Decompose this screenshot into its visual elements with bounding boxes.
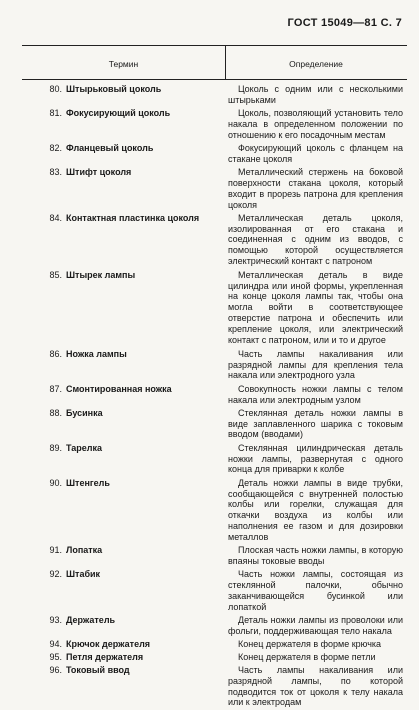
definition-cell: Стеклянная цилиндрическая деталь ножки лампы, развернутая с одного конца для приварки к колбе: [228, 442, 403, 475]
term-name: Фокусирующий цоколь: [66, 108, 171, 118]
term-name: Штифт цоколя: [66, 167, 132, 177]
column-header-definition: Определение: [289, 59, 343, 69]
term-name: Держатель: [66, 614, 116, 625]
term-number: 84.: [49, 212, 62, 223]
term-number: 87.: [49, 383, 62, 394]
definition-cell: Металлический стержень на боковой поверхности стакана цоколя, который входит в прорезь патрона для крепления цоколя: [228, 167, 403, 210]
term-name: Штырьковый цоколь: [66, 84, 162, 94]
definition-cell: Металлическая деталь в виде цилиндра или иной формы, укрепленная на конце цоколя лампы так, чтобы она могла войти в соответствующее отверстие патрона и обеспечить или крепление цоколя, или электрический контакт с патроном, или и то и другое: [228, 269, 403, 346]
column-header-term: Термин: [108, 59, 139, 69]
table-row: [22, 443, 407, 476]
term-name: Петля держателя: [66, 651, 144, 662]
definition-cell: Совокупность ножки лампы с телом накала или электродным узлом: [228, 383, 403, 405]
definition-cell: Деталь ножки лампы в виде трубки, сообщающейся с внутренней полостью колбы или горелки, служащая для откачки воздуха из колбы или наполнения ее газом и для дозировки металлов: [228, 477, 403, 543]
term-name: Смонтированная ножка: [66, 383, 172, 394]
term-number: 91.: [49, 545, 62, 556]
term-name: Ножка лампы: [66, 348, 127, 359]
term-number: 83.: [49, 167, 62, 177]
term-name: Токовый ввод: [66, 664, 130, 675]
term-number: 93.: [49, 614, 62, 625]
term-number: 96.: [49, 664, 62, 675]
definition-cell: Цоколь с одним или с несколькими штырьками: [228, 84, 403, 105]
table-row: [22, 384, 407, 406]
table-row: [22, 270, 407, 347]
term-name: Контактная пластинка цоколя: [66, 212, 200, 223]
term-number: 88.: [49, 407, 62, 418]
table-row: [22, 569, 407, 613]
table-row: [22, 349, 407, 382]
term-name: Штабик: [66, 569, 101, 580]
definition-cell: Металлическая деталь цоколя, изолированная от его стакана и соединенная с одним из вводов, с помощью которой осуществляется электрический контакт с патроном: [228, 212, 403, 267]
table-row: [22, 665, 407, 709]
table-row: [22, 639, 407, 650]
term-name: Тарелка: [66, 442, 103, 453]
definition-cell: Часть ножки лампы, состоящая из стеклянной палочки, обычно заканчивающейся бусинкой или лопаткой: [228, 569, 403, 612]
definition-cell: Конец держателя в форме крючка: [238, 638, 382, 649]
term-number: 86.: [49, 348, 62, 359]
table-row: [22, 84, 407, 106]
table-row: [22, 408, 407, 441]
definition-cell: Плоская часть ножки лампы, в которую впаяны токовые вводы: [228, 545, 403, 566]
term-number: 85.: [49, 269, 62, 280]
term-number: 95.: [49, 651, 62, 662]
table-row: [22, 652, 407, 663]
term-name: Крючок держателя: [66, 638, 151, 649]
table-row: [22, 108, 407, 141]
table-row: [22, 478, 407, 543]
definition-cell: Деталь ножки лампы из проволоки или фольги, поддерживающая тело накала: [228, 614, 403, 636]
definition-cell: Часть лампы накаливания или разрядной лампы для крепления тела накала или электродного узла: [228, 348, 403, 381]
table-row: [22, 143, 407, 165]
table-row: [22, 615, 407, 637]
definition-cell: Цоколь, позволяющий установить тело накала в определенном положении по отношению к его посадочным местам: [228, 108, 403, 140]
term-number: 92.: [49, 569, 62, 580]
table-row: [22, 213, 407, 268]
table-header: [22, 45, 407, 80]
term-number: 94.: [49, 638, 62, 649]
term-number: 81.: [49, 108, 62, 118]
term-name: Бусинка: [66, 407, 103, 418]
terms-table-body: [22, 84, 407, 710]
table-row: [22, 167, 407, 211]
term-number: 80.: [49, 84, 62, 94]
table-row: [22, 545, 407, 567]
page-header: ГОСТ 15049—81 С. 7: [287, 17, 402, 29]
term-name: Штырек лампы: [66, 269, 136, 280]
term-name: Фланцевый цоколь: [66, 143, 154, 153]
definition-cell: Стеклянная деталь ножки лампы в виде заплавленного шарика с токовым вводом (вводами): [228, 407, 403, 440]
definition-cell: Часть лампы накаливания или разрядной лампы, по которой подводится ток от цоколя к телу накала или к электродам: [228, 664, 403, 708]
term-number: 90.: [49, 477, 62, 488]
definition-cell: Конец держателя в форме петли: [238, 651, 376, 662]
term-name: Лопатка: [66, 545, 103, 556]
definition-cell: Фокусирующий цоколь с фланцем на стакане цоколя: [228, 143, 403, 164]
term-number: 89.: [49, 442, 62, 453]
term-name: Штенгель: [66, 477, 110, 488]
term-number: 82.: [49, 143, 62, 153]
